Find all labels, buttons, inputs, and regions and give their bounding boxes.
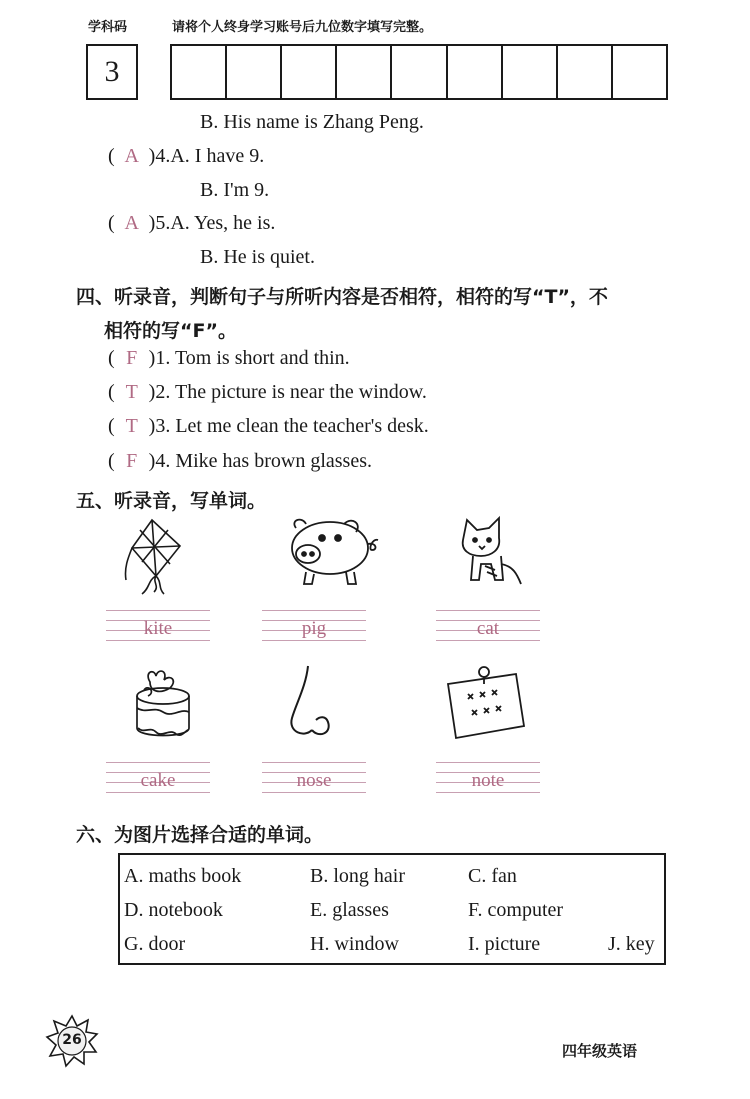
q4-row: ( A )4.A. I have 9. [108, 145, 265, 167]
s4-answer-4: F [126, 450, 138, 472]
digit-box[interactable] [172, 46, 227, 98]
note-picture [444, 664, 528, 744]
digit-box[interactable] [227, 46, 282, 98]
option-a: A. maths book [124, 865, 242, 887]
option-c: C. fan [468, 865, 517, 887]
s4-item-3: ( T )3. Let me clean the teacher's desk. [108, 415, 429, 437]
q4-option-b: B. I'm 9. [200, 179, 270, 201]
q5-option-b: B. He is quiet. [200, 246, 315, 268]
digit-box[interactable] [503, 46, 558, 98]
option-g: G. door [124, 933, 186, 955]
s4-item-4: ( F )4. Mike has brown glasses. [108, 450, 372, 472]
write-line-pig[interactable] [262, 610, 366, 640]
s4-item-2: ( T )2. The picture is near the window. [108, 381, 427, 403]
page-number: 26 [62, 1032, 82, 1048]
kite-picture [122, 516, 200, 598]
word-cat: cat [476, 618, 500, 639]
q3-option-b: B. His name is Zhang Peng. [200, 111, 424, 133]
option-h: H. window [310, 933, 399, 955]
write-line-note[interactable] [436, 762, 540, 792]
write-line-cat[interactable] [436, 610, 540, 640]
book-title: 四年级英语 [562, 1042, 638, 1060]
pig-picture [282, 514, 382, 592]
section6-title: 六、为图片选择合适的单词。 [76, 824, 324, 846]
q4-answer: A [124, 145, 139, 167]
section5-title: 五、听录音，写单词。 [76, 490, 267, 512]
subject-code: 3 [104, 55, 120, 88]
cat-picture [455, 514, 525, 588]
write-line-nose[interactable] [262, 762, 366, 792]
digit-box[interactable] [282, 46, 337, 98]
word-options-box [118, 853, 666, 965]
q5-option-a: A. Yes, he is. [170, 212, 276, 234]
digit-box[interactable] [613, 46, 666, 98]
s4-answer-3: T [125, 415, 138, 437]
word-cake: cake [140, 770, 176, 791]
q5-row: ( A )5.A. Yes, he is. [108, 212, 276, 234]
section4-title-line1: 四、听录音，判断句子与所听内容是否相符，相符的写“T”，不 [76, 286, 608, 308]
s4-answer-2: T [125, 381, 138, 403]
write-line-kite[interactable] [106, 610, 210, 640]
word-pig: pig [301, 618, 327, 639]
write-line-cake[interactable] [106, 762, 210, 792]
digit-box[interactable] [558, 46, 613, 98]
option-b: B. long hair [310, 865, 405, 887]
q5-answer: A [124, 212, 139, 234]
option-j: J. key [608, 933, 655, 955]
s4-answer-1: F [126, 347, 138, 369]
word-note: note [471, 770, 505, 791]
option-f: F. computer [468, 899, 564, 921]
digit-box[interactable] [392, 46, 447, 98]
subject-code-label: 学科码 [88, 20, 128, 35]
option-i: I. picture [468, 933, 541, 955]
instruction-text: 请将个人终身学习账号后九位数字填写完整。 [172, 20, 433, 35]
word-nose: nose [296, 770, 332, 791]
s4-item-1: ( F )1. Tom is short and thin. [108, 347, 350, 369]
q4-option-a: A. I have 9. [170, 145, 265, 167]
subject-code-box [86, 44, 138, 100]
cake-picture [130, 664, 196, 744]
option-e: E. glasses [310, 899, 389, 921]
nose-picture [286, 664, 336, 744]
word-kite: kite [143, 618, 173, 639]
account-digit-boxes [170, 44, 668, 100]
digit-box[interactable] [448, 46, 503, 98]
digit-box[interactable] [337, 46, 392, 98]
section4-title-line2: 相符的写“F”。 [104, 320, 237, 342]
option-d: D. notebook [124, 899, 223, 921]
